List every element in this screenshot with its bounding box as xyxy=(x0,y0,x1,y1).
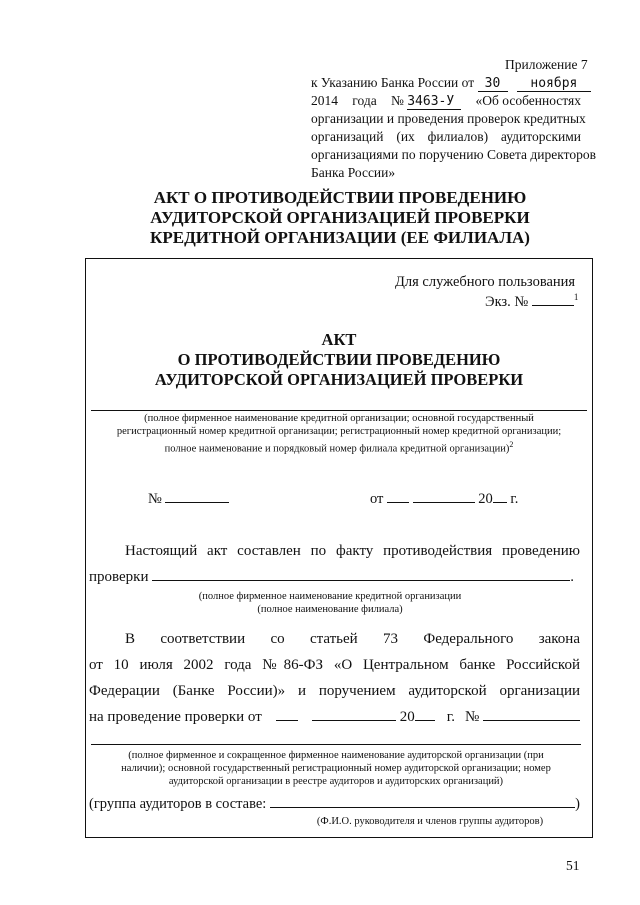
footnote-2: 2 xyxy=(509,440,514,449)
para2-line2: от 10 июля 2002 года №86-ФЗ «О Центральном банке Российской xyxy=(89,657,580,673)
order-year-field[interactable] xyxy=(415,707,435,721)
auditor-group-close: ) xyxy=(575,796,580,812)
para2-word: 73 xyxy=(383,631,399,647)
act-year-field[interactable] xyxy=(493,489,507,503)
order-month-field[interactable] xyxy=(312,707,396,721)
act-no-label: № xyxy=(148,491,162,507)
para2-line1 xyxy=(125,631,580,648)
order-no-label: № xyxy=(465,709,480,725)
footnote-1: 1 xyxy=(573,292,579,303)
para2-word: В xyxy=(125,631,136,647)
annex-line1 xyxy=(311,75,591,92)
para2-word: соответствии xyxy=(160,631,246,647)
caption3-line3: аудиторской организации в реестре аудиторов и аудиторских организаций) xyxy=(168,776,504,787)
order-year-20: 20 xyxy=(399,709,415,725)
caption1-line1: (полное фирменное наименование кредитной организации; основной государственный xyxy=(144,413,534,424)
para2-word: статьей xyxy=(309,631,358,647)
para2-word: со xyxy=(270,631,285,647)
annex-line2 xyxy=(311,93,581,110)
annex-line4: организаций (их филиалов) аудиторскими xyxy=(311,129,581,144)
copy-number xyxy=(485,292,578,311)
caption1-line2: регистрационный номер кредитной организации; регистрационный номер кредитной организации; xyxy=(116,426,562,437)
auditor-group-label: (группа аудиторов в составе: xyxy=(89,796,267,812)
auditor-group xyxy=(89,794,580,813)
annex-day: 30 xyxy=(478,76,508,92)
para2-word: Федерального xyxy=(423,631,514,647)
annex-year: 2014 xyxy=(311,93,338,108)
act-month-field[interactable] xyxy=(413,489,475,503)
copy-number-field[interactable] xyxy=(532,292,574,306)
act-number-field[interactable] xyxy=(165,489,229,503)
caption3-line1: (полное фирменное и сокращенное фирменное наименование аудиторской организации (при xyxy=(128,750,544,761)
para2-line4 xyxy=(89,707,580,726)
main-title-line1: АКТ О ПРОТИВОДЕЙСТВИИ ПРОВЕДЕНИЮ xyxy=(153,188,527,207)
act-number xyxy=(148,489,229,508)
caption2-line2: (полное наименование филиала) xyxy=(257,604,403,615)
audit-org-line[interactable] xyxy=(91,744,581,745)
caption2-line1: (полное фирменное наименование кредитной организации xyxy=(198,591,462,602)
annex-no-sign: № xyxy=(390,93,404,108)
act-year-20: 20 xyxy=(478,491,493,507)
act-date xyxy=(370,489,518,508)
caption-checked-org xyxy=(160,590,500,616)
act-title-line3: АУДИТОРСКОЙ ОРГАНИЗАЦИЕЙ ПРОВЕРКИ xyxy=(154,370,524,389)
para2-word: закона xyxy=(538,631,580,647)
act-day-field[interactable] xyxy=(387,489,409,503)
caption1-line3: полное наименование и порядковый номер филиала кредитной организации) xyxy=(164,443,510,455)
annex-line3: организации и проведения проверок кредитных xyxy=(311,111,586,126)
order-number-field[interactable] xyxy=(483,707,580,721)
dsp-label: Для служебного пользования xyxy=(395,274,576,290)
caption-audit-org xyxy=(91,749,581,788)
annex-line2-rest: «Об особенностях xyxy=(475,93,581,108)
para1-line1: Настоящий акт составлен по факту противодействия проведению xyxy=(125,543,580,559)
para1-line2: проверки . xyxy=(89,569,574,585)
page-number: 51 xyxy=(566,858,580,873)
main-title xyxy=(0,188,640,248)
credit-org-line[interactable] xyxy=(91,410,587,411)
para2-line4-text: на проведение проверки от xyxy=(89,709,262,725)
act-title-line1: АКТ xyxy=(321,330,357,349)
annex-line5: организациями по поручению Совета директоров xyxy=(311,147,596,162)
annex-line6: Банка России» xyxy=(311,165,396,180)
order-day-field[interactable] xyxy=(276,707,298,721)
checked-org-field[interactable] xyxy=(152,567,570,581)
annex-title: Приложение 7 xyxy=(505,57,588,72)
order-year-g: г. xyxy=(446,709,455,725)
para1-check-label: проверки xyxy=(89,569,149,585)
main-title-line3: КРЕДИТНОЙ ОРГАНИЗАЦИИ (ЕЕ ФИЛИАЛА) xyxy=(150,228,530,247)
annex-month: ноября xyxy=(517,76,591,92)
copy-label: Экз. № xyxy=(485,294,529,310)
act-from-label: от xyxy=(370,491,384,507)
caption-auditors: (Ф.И.О. руководителя и членов группы аудиторов) xyxy=(316,816,544,827)
caption-credit-org xyxy=(91,412,587,456)
act-title-line2: О ПРОТИВОДЕЙСТВИИ ПРОВЕДЕНИЮ xyxy=(177,350,501,369)
para2-line3: Федерации (Банке России)» и поручением аудиторской организации xyxy=(89,683,580,699)
annex-year-word: года xyxy=(352,93,377,108)
act-year-g: г. xyxy=(510,491,519,507)
annex-line1-prefix: к Указанию Банка России от xyxy=(311,75,475,90)
annex-number: 3463-У xyxy=(407,94,461,110)
caption3-line2: наличии); основной государственный регистрационный номер аудиторской организации; номер xyxy=(121,763,551,774)
auditor-group-field[interactable] xyxy=(270,794,575,808)
act-title xyxy=(85,330,593,390)
main-title-line2: АУДИТОРСКОЙ ОРГАНИЗАЦИЕЙ ПРОВЕРКИ xyxy=(150,208,530,227)
